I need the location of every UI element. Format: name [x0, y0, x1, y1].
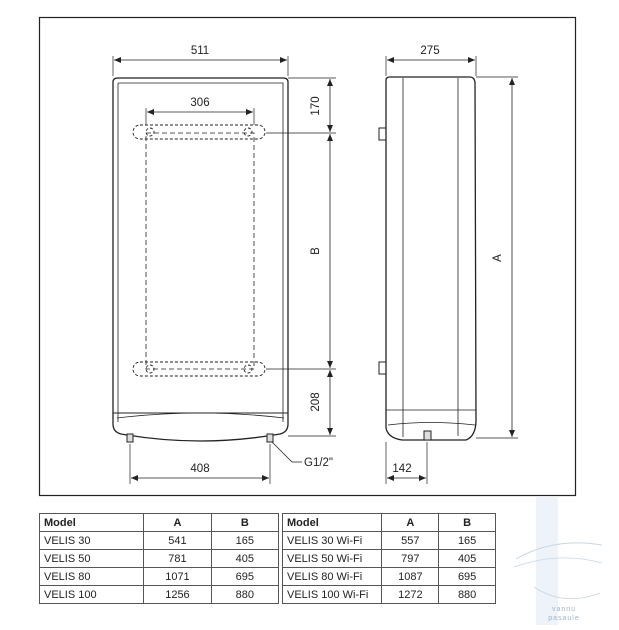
top-bracket [133, 125, 265, 139]
model-cell: VELIS 30 [40, 532, 144, 550]
a-cell: 1272 [382, 586, 439, 604]
table-row [40, 532, 279, 550]
a-cell: 557 [382, 532, 439, 550]
dim-mount-spacing: 306 [190, 97, 210, 109]
header-b: B [439, 514, 496, 532]
table-header-row [40, 514, 279, 532]
heater-body-side [386, 77, 476, 440]
dim-pipe-offset: 142 [392, 463, 412, 475]
header-model: Model [283, 514, 382, 532]
pipe-left [127, 434, 133, 442]
mounting-outline [146, 133, 254, 369]
a-cell: 781 [144, 550, 211, 568]
side-pipe [424, 431, 431, 440]
header-b: B [211, 514, 278, 532]
thread-leader [272, 442, 302, 462]
b-cell: 880 [439, 586, 496, 604]
table-row [283, 550, 496, 568]
model-cell: VELIS 30 Wi-Fi [283, 532, 382, 550]
spec-table-wifi [282, 513, 496, 604]
dim-top-offset: 170 [310, 96, 322, 116]
table-row [40, 550, 279, 568]
side-bracket-bottom [379, 362, 386, 374]
model-cell: VELIS 100 Wi-Fi [283, 586, 382, 604]
table-row [283, 586, 496, 604]
model-cell: VELIS 100 [40, 586, 144, 604]
model-cell: VELIS 80 Wi-Fi [283, 568, 382, 586]
spec-table-standard [39, 513, 279, 604]
model-cell: VELIS 50 Wi-Fi [283, 550, 382, 568]
b-cell: 405 [439, 550, 496, 568]
b-cell: 405 [211, 550, 278, 568]
dim-front-width: 511 [190, 45, 210, 57]
a-cell: 797 [382, 550, 439, 568]
a-cell: 541 [144, 532, 211, 550]
front-view [113, 56, 336, 484]
b-cell: 165 [211, 532, 278, 550]
pipe-right [267, 434, 273, 442]
dim-bottom-offset: 208 [310, 392, 322, 412]
watermark-line2: pasaule [548, 615, 580, 622]
table-row [283, 532, 496, 550]
dim-side-depth: 275 [420, 45, 440, 57]
watermark-logo [514, 497, 604, 625]
b-cell: 695 [211, 568, 278, 586]
side-view [379, 56, 518, 484]
table-row [40, 586, 279, 604]
a-cell: 1087 [382, 568, 439, 586]
a-cell: 1256 [144, 586, 211, 604]
heater-body-front [113, 78, 288, 441]
b-cell: 880 [211, 586, 278, 604]
watermark-line1: vannu [551, 606, 577, 613]
header-model: Model [40, 514, 144, 532]
side-bracket-top [379, 128, 386, 140]
dim-pipe-spacing: 408 [190, 463, 210, 475]
dim-mount-height: B [310, 247, 322, 255]
dim-total-height: A [492, 254, 504, 262]
table-row [283, 568, 496, 586]
model-cell: VELIS 50 [40, 550, 144, 568]
model-cell: VELIS 80 [40, 568, 144, 586]
header-a: A [144, 514, 211, 532]
table-header-row [283, 514, 496, 532]
front-view-labels [190, 45, 333, 475]
a-cell: 1071 [144, 568, 211, 586]
b-cell: 695 [439, 568, 496, 586]
header-a: A [382, 514, 439, 532]
side-view-labels [392, 45, 504, 475]
dim-thread: G1/2" [304, 457, 334, 469]
b-cell: 165 [439, 532, 496, 550]
table-row [40, 568, 279, 586]
